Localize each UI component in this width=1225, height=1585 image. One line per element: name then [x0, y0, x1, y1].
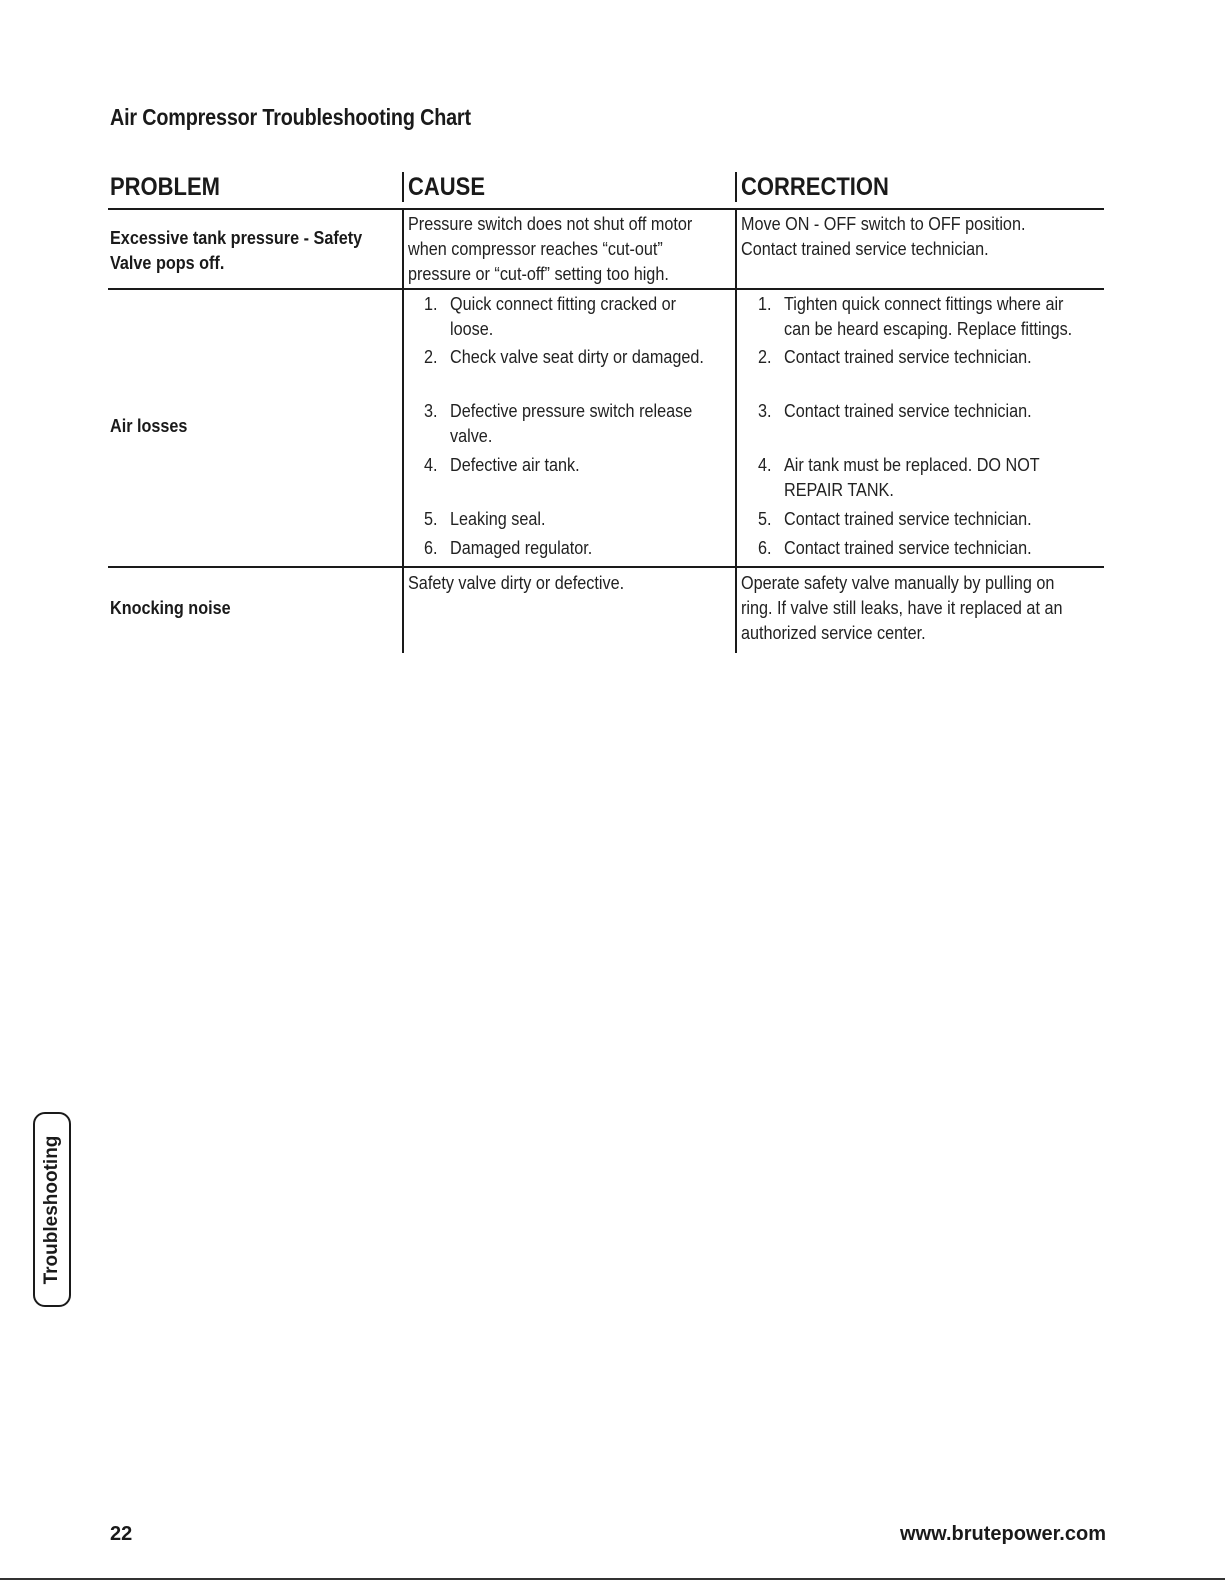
- cause-cell: Safety valve dirty or defective.: [408, 573, 625, 593]
- section-side-tab: [33, 1112, 71, 1307]
- page-bottom-rule: [0, 1578, 1225, 1580]
- list-item: Contact trained service technician.: [784, 347, 1032, 367]
- correction-cell: Operate safety valve manually by pulling on ring. If valve still leaks, have it replaced at an authorized service center.: [741, 573, 1063, 643]
- problem-cell: Excessive tank pressure - Safety Valve pops off.: [110, 228, 363, 273]
- list-item: Leaking seal.: [450, 509, 546, 529]
- list-item: Air tank must be replaced. DO NOT REPAIR TANK.: [784, 455, 1040, 500]
- list-number: 2.: [424, 347, 438, 367]
- list-number: 3.: [758, 401, 772, 421]
- list-number: 3.: [424, 401, 438, 421]
- list-number: 1.: [758, 294, 772, 314]
- list-number: 5.: [758, 509, 772, 529]
- problem-cell: Air losses: [110, 416, 188, 436]
- section-side-tab-label: Troubleshooting: [41, 1135, 62, 1284]
- list-item: Defective pressure switch release valve.: [450, 401, 693, 446]
- list-number: 6.: [758, 538, 772, 558]
- cause-cell: Pressure switch does not shut off motor when compressor reaches “cut-out” pressure or “cut-off” setting too high.: [408, 214, 693, 284]
- correction-cell: Move ON - OFF switch to OFF position. Contact trained service technician.: [741, 214, 1026, 259]
- header-divider: [735, 172, 737, 202]
- list-number: 4.: [758, 455, 772, 475]
- list-number: 6.: [424, 538, 438, 558]
- row-rule: [108, 288, 1104, 290]
- list-number: 1.: [424, 294, 438, 314]
- list-number: 4.: [424, 455, 438, 475]
- row-rule: [108, 208, 1104, 210]
- list-item: Check valve seat dirty or damaged.: [450, 347, 704, 367]
- page-number: 22: [110, 1523, 133, 1545]
- header-divider: [402, 172, 404, 202]
- website-link[interactable]: www.brutepower.com: [900, 1523, 1106, 1545]
- column-divider-cause: [402, 208, 404, 653]
- list-item: Tighten quick connect fittings where air can be heard escaping. Replace fittings.: [784, 294, 1073, 339]
- list-item: Contact trained service technician.: [784, 538, 1032, 558]
- column-divider-correction: [735, 208, 737, 653]
- page-title: Air Compressor Troubleshooting Chart: [110, 104, 471, 130]
- list-item: Defective air tank.: [450, 455, 580, 475]
- header-correction: CORRECTION: [741, 173, 889, 201]
- header-problem: PROBLEM: [110, 173, 220, 201]
- list-number: 5.: [424, 509, 438, 529]
- list-item: Contact trained service technician.: [784, 401, 1032, 421]
- header-cause: CAUSE: [408, 173, 486, 201]
- list-item: Damaged regulator.: [450, 538, 593, 558]
- list-item: Contact trained service technician.: [784, 509, 1032, 529]
- row-rule: [108, 566, 1104, 568]
- list-number: 2.: [758, 347, 772, 367]
- list-item: Quick connect fitting cracked or loose.: [450, 294, 677, 339]
- problem-cell: Knocking noise: [110, 598, 231, 618]
